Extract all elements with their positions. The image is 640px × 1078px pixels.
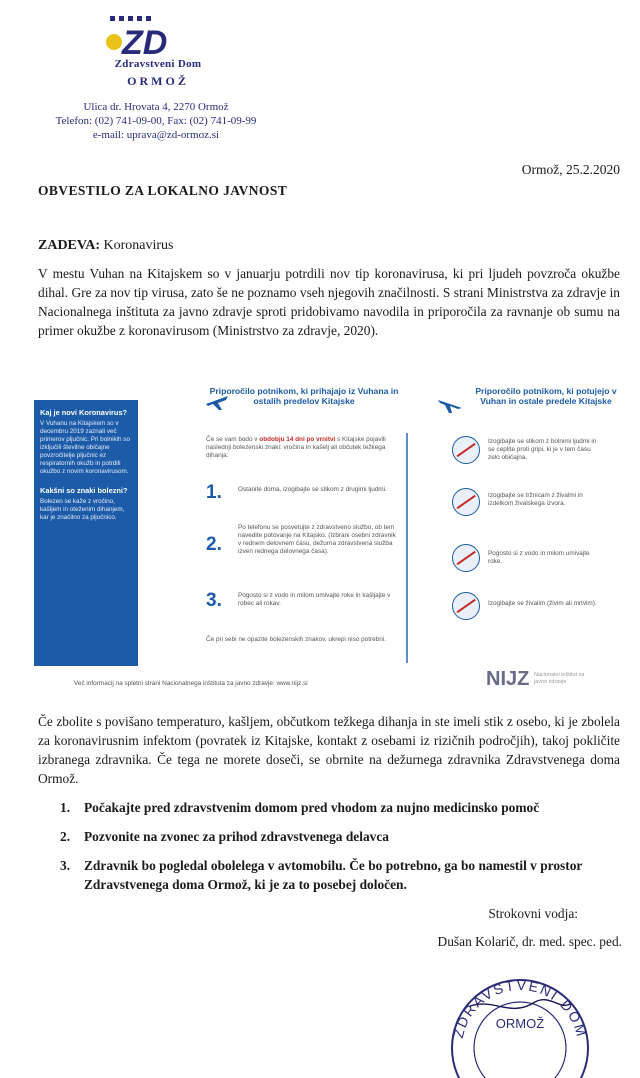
logo-text: ZD bbox=[122, 24, 168, 62]
incoming-travellers-column bbox=[204, 386, 404, 406]
subject-text: Koronavirus bbox=[103, 238, 174, 253]
advice-text: Izogibajte se stikom z bolnimi ljudmi in se ceplite proti gripi, ki je v tem času zelo običajna. bbox=[488, 438, 597, 461]
org-address bbox=[36, 100, 276, 142]
step-text: Ostanite doma, izogibajte se stikom z drugimi ljudmi. bbox=[238, 486, 387, 493]
step-3 bbox=[206, 590, 406, 630]
handwash-icon bbox=[452, 544, 480, 572]
zd-logo bbox=[104, 14, 194, 64]
incoming-heading: Priporočilo potnikom, ki prihajajo iz Vuhana in ostalih predelov Kitajske bbox=[209, 386, 399, 406]
no-contact-icon bbox=[452, 436, 480, 464]
sidebar-text-1: V Vuhanu na Kitajskem so v decembru 2019 zaznali več primerov pljučnic. Pri bolnikih so izključili številne običajne povzročitelje pljučnic ez respiratornih okužb in potrdili okužbo z novim koronavirusom. bbox=[40, 420, 130, 475]
step-text: Pogosto si z vodo in milom umivajte roke in kašljajte v robec ali rokav. bbox=[238, 592, 391, 607]
org-city: ORMOŽ bbox=[127, 74, 189, 88]
subject-label: ZADEVA: bbox=[38, 238, 100, 253]
advice-item bbox=[442, 436, 622, 476]
advice-item bbox=[442, 544, 622, 584]
stamp-bottom-text: ORMOŽ bbox=[495, 1016, 545, 1031]
outgoing-heading: Priporočilo potnikom, ki potujejo v Vuhan in ostale predele Kitajske bbox=[475, 386, 617, 406]
step-number: 3. bbox=[206, 590, 222, 611]
email-line: e-mail: uprava@zd-ormoz.si bbox=[92, 129, 220, 141]
item-text: Zdravnik bo pogledal obolelega v avtomobilu. Če bo potrebno, ga bo namestil v prostor Zdravstvenega doma Ormož, ki je za to posebej določen. bbox=[84, 858, 583, 892]
intro-part-a: Če se vam bodo v bbox=[206, 436, 258, 443]
item-number: 3. bbox=[60, 858, 71, 873]
plane-icon bbox=[436, 392, 464, 414]
advice-text: Pogosto si z vodo in milom umivajte roke. bbox=[488, 550, 590, 565]
outgoing-travellers-column bbox=[466, 386, 626, 406]
advice-text: Izogibajte se živalim (živim ali mrtvim). bbox=[488, 600, 597, 607]
official-stamp bbox=[440, 958, 600, 1078]
phone-line: Telefon: (02) 741-09-00, Fax: (02) 741-09-99 bbox=[55, 115, 257, 127]
sidebar-text-2: Bolezen se kaže z vročino, kašljem in oteženim dihanjem, kar je značilno za pljučnico. bbox=[40, 498, 125, 521]
document-title: OBVESTILO ZA LOKALNO JAVNOST bbox=[38, 183, 288, 198]
item-number: 1. bbox=[60, 800, 71, 815]
address-line: Ulica dr. Hrovata 4, 2270 Ormož bbox=[83, 101, 229, 113]
list-item bbox=[60, 798, 620, 817]
item-text: Pozvonite na zvonec za prihod zdravstvenega delavca bbox=[84, 829, 389, 844]
info-footnote: Več informacij na spletni strani Nacionalnega inštituta za javno zdravje: www.nijz.si bbox=[74, 680, 308, 687]
intro-paragraph: V mestu Vuhan na Kitajskem so v januarju potrdili nov tip koronavirusa, ki pri ljudeh povzroča okužbe dihal. Gre za nov tip virusa, zato še ne poznamo vseh njegovih značilnosti. S strani Ministrstva za zdravje in Nacionalnega inštituta za javno zdravje sproti pridobivamo navodila in priporočila za ravnanje ob sumu na primer okužbe z koronavirusom (Ministrstvo za zdravje, 2020). bbox=[38, 266, 620, 338]
subject-line bbox=[38, 238, 173, 254]
info-sidebar bbox=[34, 400, 138, 666]
signature-role: Strokovni vodja: bbox=[488, 906, 578, 921]
list-item bbox=[60, 827, 620, 846]
step-number: 1. bbox=[206, 482, 222, 503]
no-animals-icon bbox=[452, 592, 480, 620]
nijz-logo: NIJZ bbox=[486, 668, 530, 690]
incoming-intro bbox=[206, 436, 402, 460]
instructions-paragraph: Če zbolite s povišano temperaturo, kašljem, občutkom težkega dihanja in ste imeli stik z osebo, ki je zbolela za koronavirusnim infektom (povratek iz Kitajske, kontakt z osebami iz rizičnih področjih), takoj pokličite izbranega zdravnika. Če tega ne morete doseči, se obrnite na dežurnega zdravnika Zdravstvenega doma Ormož. bbox=[38, 714, 620, 786]
org-name: Zdravstveni Dom bbox=[114, 58, 202, 70]
advice-item bbox=[442, 488, 622, 528]
step-2 bbox=[206, 524, 406, 584]
nijz-infographic bbox=[34, 378, 634, 688]
incoming-outro: Če pri sebi ne opazite bolezenskih znakov, ukrepi niso potrebni. bbox=[206, 636, 386, 643]
intro-emphasis: obdobju 14 dni po vrnitvi bbox=[259, 436, 336, 443]
advice-item bbox=[442, 592, 622, 632]
sidebar-heading-1: Kaj je novi Koronavirus? bbox=[40, 408, 128, 417]
step-number: 2. bbox=[206, 534, 222, 555]
nijz-subtitle: Nacionalni inštitut za javno zdravje bbox=[534, 672, 585, 685]
no-market-icon bbox=[452, 488, 480, 516]
document-date: Ormož, 25.2.2020 bbox=[521, 162, 620, 177]
sidebar-heading-2: Kakšni so znaki bolezni? bbox=[40, 486, 128, 495]
column-divider bbox=[406, 433, 408, 663]
step-text: Po telefonu se posvetujte z zdravstveno službo, ob tem navedite potovanje na Kitajsko. (Izbrani osebni zdravnik v rednem delovnem času, dežurna zdravstvena služba izven rednega delovnega časa). bbox=[238, 524, 396, 555]
signature-name: Dušan Kolarič, dr. med. spec. ped. bbox=[437, 934, 622, 949]
item-number: 2. bbox=[60, 829, 71, 844]
stamp-top-text: ZDRAVSTVENI DOM bbox=[449, 976, 591, 1040]
numbered-steps bbox=[60, 798, 620, 904]
intro-part-b: s Kitajske pojavili naslednji bolezenski znaki: vročina in kašelj ali občutek težkega dihanja: bbox=[206, 436, 386, 459]
item-text: Počakajte pred zdravstvenim domom pred vhodom za nujno medicinsko pomoč bbox=[84, 800, 540, 815]
plane-icon bbox=[204, 392, 230, 412]
advice-text: Izogibajte se tržnicam z živalmi in izdelkom živalskega izvora. bbox=[488, 492, 583, 507]
list-item bbox=[60, 856, 620, 894]
